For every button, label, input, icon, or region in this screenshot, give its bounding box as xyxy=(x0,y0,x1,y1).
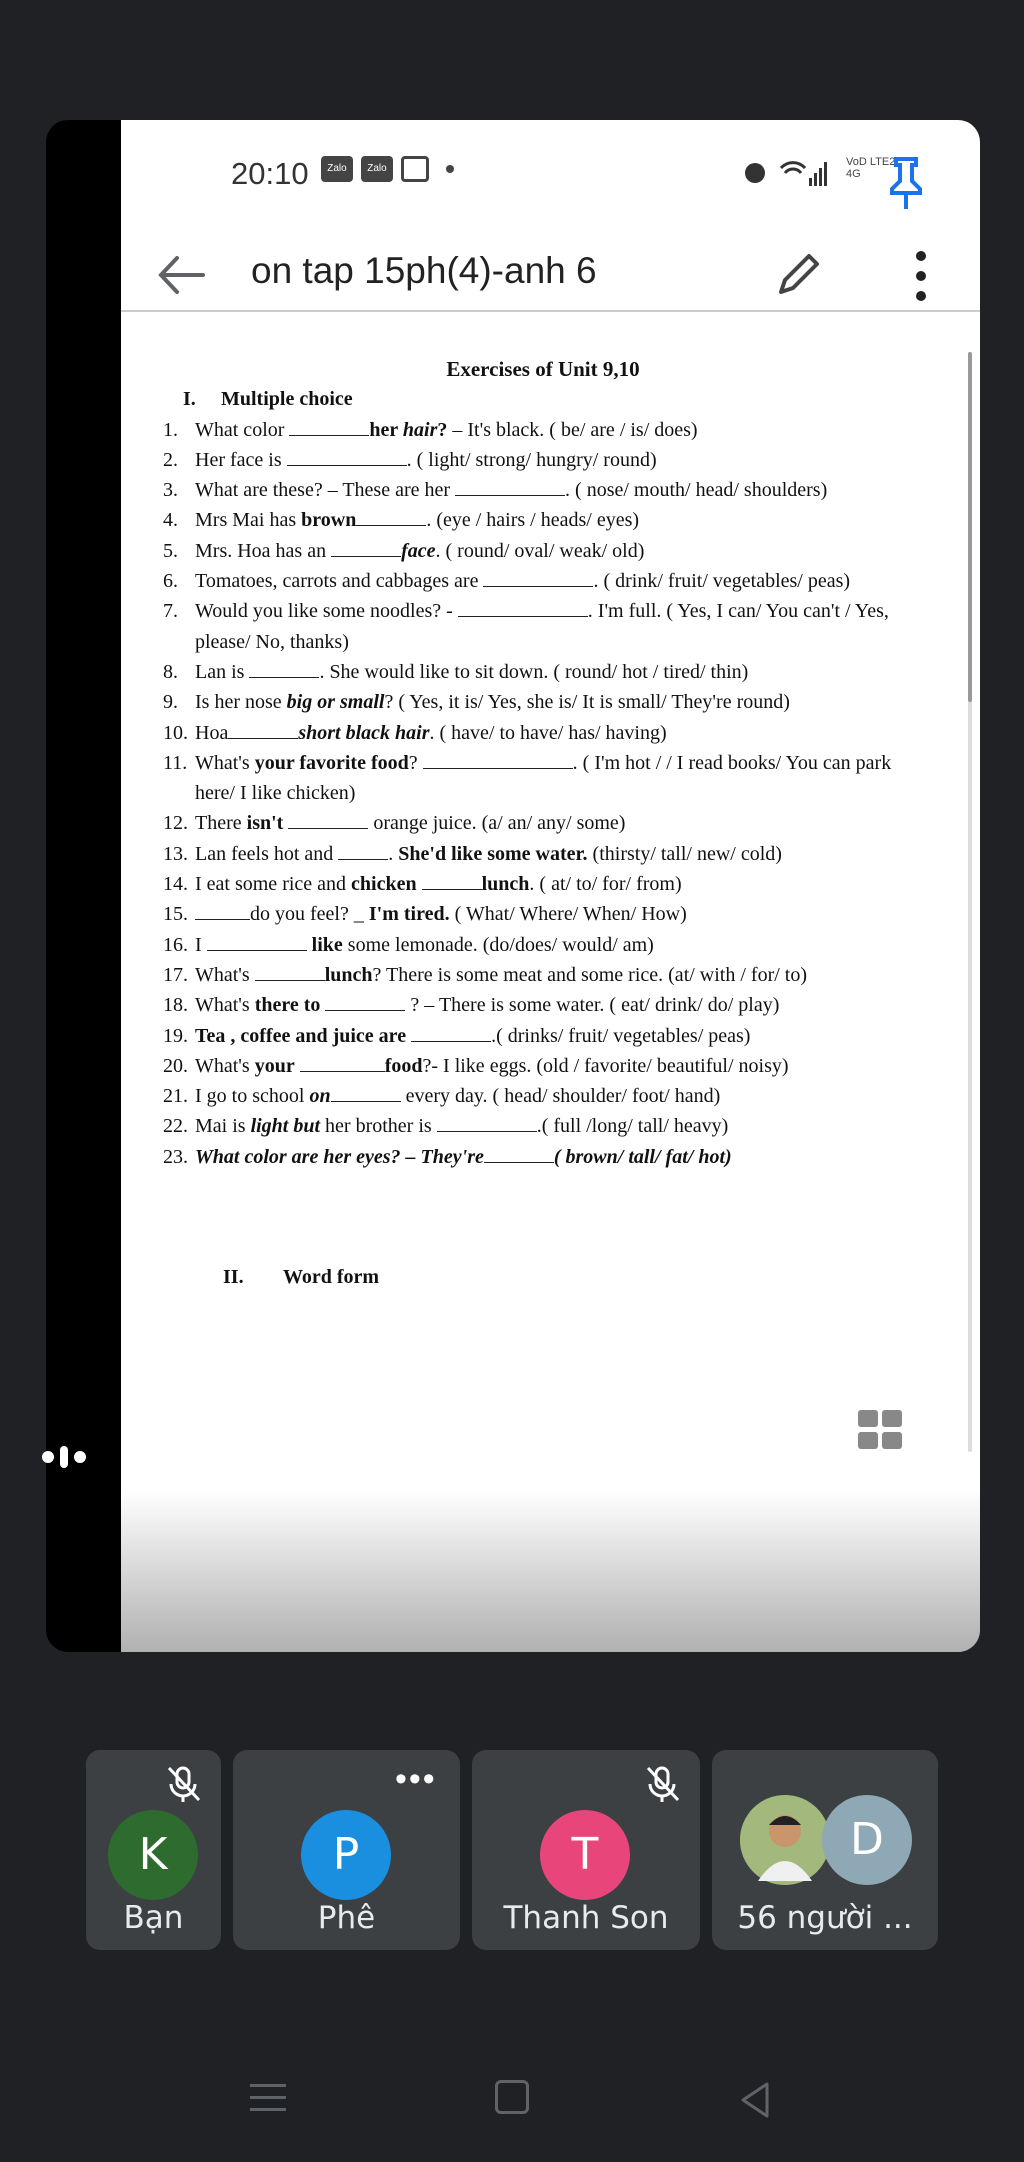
question-number: 11. xyxy=(163,751,188,774)
answer-blank xyxy=(195,902,250,920)
question-number: 16. xyxy=(163,933,188,956)
section-multiple-choice xyxy=(163,384,923,414)
answer-blank xyxy=(289,418,369,436)
answer-blank xyxy=(437,1114,537,1132)
question-item xyxy=(163,687,923,717)
audio-level-icon xyxy=(40,1442,96,1472)
question-number: 23. xyxy=(163,1145,188,1168)
image-icon xyxy=(401,156,429,182)
question-list xyxy=(163,415,923,1172)
question-text: What are these? – These are her . ( nose/ mouth/ head/ shoulders) xyxy=(195,479,828,502)
section-label: Word form xyxy=(283,1266,380,1289)
question-item xyxy=(163,1142,923,1172)
question-text: What's lunch? There is some meat and some rice. (at/ with / for/ to) xyxy=(195,963,808,986)
answer-blank xyxy=(207,933,307,951)
nav-back-icon[interactable] xyxy=(735,2080,775,2120)
caption-overlay xyxy=(121,1490,980,1652)
question-text: Tea , coffee and juice are .( drinks/ fruit/ vegetables/ peas) xyxy=(195,1024,751,1047)
question-number: 5. xyxy=(163,539,178,562)
participant-tile[interactable] xyxy=(86,1750,221,1950)
question-number: 12. xyxy=(163,812,188,835)
question-text: Mai is light but her brother is .( full /long/ tall/ heavy) xyxy=(195,1115,729,1138)
participant-name: Thanh Son xyxy=(503,1900,669,1936)
question-number: 7. xyxy=(163,600,178,623)
question-item xyxy=(163,930,923,960)
question-number: 4. xyxy=(163,509,178,532)
participant-tile[interactable] xyxy=(712,1750,938,1950)
question-text: What's your food?- I like eggs. (old / favorite/ beautiful/ noisy) xyxy=(195,1054,789,1077)
question-item xyxy=(163,1021,923,1051)
back-arrow-icon[interactable] xyxy=(153,248,207,302)
question-item xyxy=(163,899,923,929)
question-text: I go to school on every day. ( head/ shoulder/ foot/ hand) xyxy=(195,1085,721,1108)
question-item xyxy=(163,808,923,838)
network-label: VoD LTE2 4G xyxy=(846,156,896,180)
question-text: What's your favorite food? . ( I'm hot / / I read books/ You can park here/ I like chicken) xyxy=(195,751,892,805)
participant-tile[interactable] xyxy=(472,1750,700,1950)
question-text: Lan is . She would like to sit down. ( round/ hot / tired/ thin) xyxy=(195,660,749,683)
status-time: 20:10 xyxy=(231,156,309,191)
question-item xyxy=(163,839,923,869)
question-number: 17. xyxy=(163,963,188,986)
question-number: 22. xyxy=(163,1115,188,1138)
answer-blank xyxy=(287,448,407,466)
exercise-title: Exercises of Unit 9,10 xyxy=(446,357,640,381)
question-text: Is her nose big or small? ( Yes, it is/ Yes, she is/ It is small/ They're round) xyxy=(195,691,790,714)
answer-blank xyxy=(483,569,593,587)
question-number: 8. xyxy=(163,660,178,683)
question-item xyxy=(163,990,923,1020)
avatar: K xyxy=(108,1810,198,1900)
layout-grid-button[interactable] xyxy=(820,1380,940,1490)
question-number: 1. xyxy=(163,418,178,441)
section-number: I. xyxy=(183,388,196,411)
person-photo-icon xyxy=(740,1795,830,1885)
question-number: 20. xyxy=(163,1054,188,1077)
question-item xyxy=(163,960,923,990)
question-text: There isn't orange juice. (a/ an/ any/ some) xyxy=(195,812,626,835)
question-item xyxy=(163,869,923,899)
section-number: II. xyxy=(223,1266,244,1289)
question-item xyxy=(163,718,923,748)
zalo-icon: Zalo xyxy=(321,156,353,182)
answer-blank xyxy=(484,1145,554,1163)
section-label: Multiple choice xyxy=(221,388,353,411)
more-vert-icon[interactable] xyxy=(911,246,931,306)
question-text: Mrs Mai has brown . (eye / hairs / heads/ eyes) xyxy=(195,509,640,532)
answer-blank xyxy=(228,721,298,739)
answer-blank xyxy=(331,539,401,557)
question-number: 21. xyxy=(163,1085,188,1108)
answer-blank xyxy=(422,872,482,890)
question-item xyxy=(163,1111,923,1141)
answer-blank xyxy=(356,508,426,526)
home-button[interactable] xyxy=(495,2080,529,2114)
document-title: on tap 15ph(4)-anh 6 xyxy=(251,250,597,291)
question-text: Her face is . ( light/ strong/ hungry/ round) xyxy=(195,448,657,471)
question-number: 14. xyxy=(163,873,188,896)
section-word-form xyxy=(163,1262,923,1292)
participant-name: Bạn xyxy=(123,1900,184,1936)
pin-icon[interactable] xyxy=(886,155,926,211)
question-text: Mrs. Hoa has an face. ( round/ oval/ weak/ old) xyxy=(195,539,645,562)
question-text: What color are her eyes? – They're ( brown/ tall/ fat/ hot) xyxy=(195,1145,732,1168)
avatar-photo xyxy=(740,1795,830,1885)
dot-icon xyxy=(446,165,454,173)
status-bar xyxy=(121,120,980,220)
scrollbar-thumb[interactable] xyxy=(968,352,972,702)
answer-blank xyxy=(331,1084,401,1102)
document-view[interactable] xyxy=(121,310,980,1520)
participant-name: 56 người ... xyxy=(737,1900,913,1936)
grid-cell xyxy=(882,1432,902,1449)
recent-apps-icon[interactable] xyxy=(248,2080,288,2116)
question-number: 19. xyxy=(163,1024,188,1047)
answer-blank xyxy=(338,842,388,860)
question-text: Would you like some noodles? - . I'm full. ( Yes, I can/ You can't / Yes, please/ No, thanks) xyxy=(195,600,889,653)
answer-blank xyxy=(325,993,405,1011)
question-item xyxy=(163,445,923,475)
question-item xyxy=(163,1051,923,1081)
more-options-icon[interactable]: ••• xyxy=(395,1760,437,1798)
status-icons xyxy=(741,156,861,190)
question-number: 3. xyxy=(163,479,178,502)
question-item xyxy=(163,505,923,535)
speaker-name: Pham Tan Tai xyxy=(140,1430,439,1484)
participant-tile[interactable] xyxy=(233,1750,460,1950)
question-item xyxy=(163,536,923,566)
question-number: 18. xyxy=(163,994,188,1017)
answer-blank xyxy=(411,1024,491,1042)
question-text: do you feel? _ I'm tired. ( What/ Where/ When/ How) xyxy=(195,899,923,929)
answer-blank xyxy=(458,599,588,617)
question-item xyxy=(163,566,923,596)
question-number: 2. xyxy=(163,448,178,471)
exercise-content xyxy=(163,354,923,1292)
question-item xyxy=(163,1081,923,1111)
edit-pencil-icon[interactable] xyxy=(771,246,827,302)
question-item xyxy=(163,748,923,809)
question-item xyxy=(163,475,923,505)
question-number: 15. xyxy=(163,903,188,926)
answer-blank xyxy=(423,751,573,769)
question-text: Tomatoes, carrots and cabbages are . ( drink/ fruit/ vegetables/ peas) xyxy=(195,570,851,593)
grid-cell xyxy=(858,1410,878,1427)
question-text: I eat some rice and chicken lunch. ( at/ to/ for/ from) xyxy=(195,873,682,896)
answer-blank xyxy=(249,660,319,678)
question-item xyxy=(163,657,923,687)
avatar: D xyxy=(822,1795,912,1885)
answer-blank xyxy=(455,478,565,496)
question-number: 13. xyxy=(163,842,188,865)
question-number: 6. xyxy=(163,570,178,593)
question-text: What's there to ? – There is some water. ( eat/ drink/ do/ play) xyxy=(195,994,780,1017)
answer-blank xyxy=(288,811,368,829)
grid-cell xyxy=(882,1410,902,1427)
question-item xyxy=(163,596,923,657)
participant-name: Phê xyxy=(317,1900,376,1936)
avatar: T xyxy=(540,1810,630,1900)
question-text: Lan feels hot and . She'd like some water. (thirsty/ tall/ new/ cold) xyxy=(195,842,782,865)
question-item xyxy=(163,415,923,445)
grid-cell xyxy=(858,1432,878,1449)
question-text: Hoa short black hair. ( have/ to have/ has/ having) xyxy=(195,721,667,744)
question-number: 10. xyxy=(163,721,188,744)
question-number: 9. xyxy=(163,691,178,714)
mic-off-icon xyxy=(161,1762,205,1806)
zalo-icon: Zalo xyxy=(361,156,393,182)
avatar: P xyxy=(301,1810,391,1900)
question-text: I like some lemonade. (do/does/ would/ am) xyxy=(195,933,654,956)
question-text: What color her hair? – It's black. ( be/ are / is/ does) xyxy=(195,418,698,441)
answer-blank xyxy=(255,963,325,981)
answer-blank xyxy=(300,1054,385,1072)
mic-off-icon xyxy=(640,1762,684,1806)
